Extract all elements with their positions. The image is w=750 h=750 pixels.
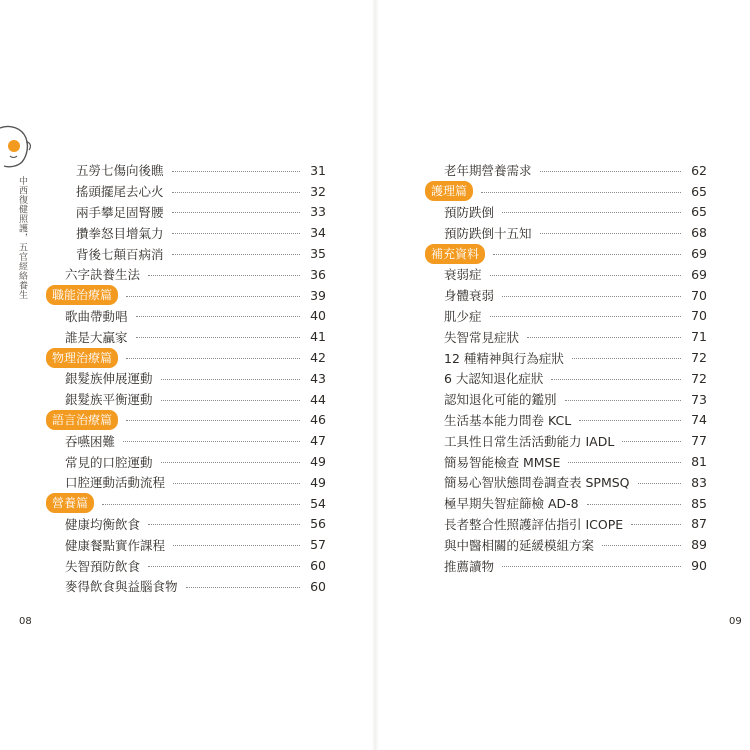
toc-entry-row [425, 264, 707, 285]
toc-page-number: 46 [310, 412, 326, 428]
toc-page-number: 35 [310, 246, 326, 262]
dot-leader [568, 462, 681, 463]
toc-entry-row [425, 493, 707, 514]
toc-entry-title: 健康均衡飲食 [65, 516, 141, 532]
toc-page-number: 40 [310, 308, 326, 324]
toc-page-number: 65 [691, 204, 707, 220]
toc-entry-row [425, 534, 707, 555]
toc-page-number: 49 [310, 454, 326, 470]
toc-entry-row [425, 202, 707, 223]
toc-category-label: 護理篇 [425, 181, 473, 201]
toc-page-number: 85 [691, 495, 707, 511]
toc-page-number: 60 [310, 558, 326, 574]
toc-page-number: 70 [691, 287, 707, 303]
toc-page-number: 72 [691, 370, 707, 386]
toc-entry-row [425, 306, 707, 327]
dot-leader [172, 233, 300, 234]
dot-leader [540, 171, 681, 172]
dot-leader [102, 504, 300, 505]
dot-leader [172, 192, 300, 193]
toc-page-number: 56 [310, 516, 326, 532]
page-number-left: 08 [19, 616, 32, 627]
toc-page-number: 72 [691, 350, 707, 366]
toc-page-number: 69 [691, 266, 707, 282]
dot-leader [587, 504, 681, 505]
toc-entry-title: 與中醫相關的延緩模組方案 [444, 537, 595, 553]
toc-entry-row [46, 243, 326, 264]
dot-leader [572, 358, 681, 359]
toc-entry-title: 預防跌倒 [444, 204, 495, 220]
toc-page-number: 73 [691, 391, 707, 407]
dot-leader [502, 296, 681, 297]
dot-leader [527, 337, 681, 338]
toc-page-number: 69 [691, 246, 707, 262]
toc-entry-row [46, 389, 326, 410]
toc-entry-title: 歌曲帶動唱 [65, 308, 128, 324]
dot-leader [490, 275, 681, 276]
toc-entry-row [425, 472, 707, 493]
toc-entry-title: 口腔運動活動流程 [65, 475, 166, 491]
toc-category-label: 語言治療篇 [46, 410, 118, 430]
toc-page-number: 39 [310, 287, 326, 303]
toc-entry-title: 五勞七傷向後瞧 [76, 163, 164, 179]
toc-entry-row [425, 160, 707, 181]
toc-right-column [425, 160, 707, 576]
toc-entry-title: 工具性日常生活活動能力 IADL [444, 433, 615, 449]
toc-entry-row [46, 264, 326, 285]
toc-entry-row [46, 514, 326, 535]
toc-entry-title: 肌少症 [444, 308, 482, 324]
toc-entry-row [425, 451, 707, 472]
dot-leader [161, 400, 300, 401]
toc-page-number: 62 [691, 162, 707, 178]
dot-leader [186, 587, 300, 588]
dot-leader [502, 212, 681, 213]
toc-category-row [46, 410, 326, 431]
toc-entry-row [425, 326, 707, 347]
toc-entry-title: 老年期營養需求 [444, 163, 532, 179]
face-outline-icon [0, 120, 40, 180]
toc-category-row [46, 285, 326, 306]
dot-leader [565, 400, 681, 401]
toc-entry-title: 預防跌倒十五知 [444, 225, 532, 241]
toc-entry-row [46, 555, 326, 576]
toc-entry-title: 12 種精神與行為症狀 [444, 350, 564, 366]
toc-entry-title: 身體衰弱 [444, 288, 495, 304]
toc-category-row [425, 243, 707, 264]
dot-leader [490, 316, 681, 317]
toc-entry-row [425, 514, 707, 535]
dot-leader [136, 316, 300, 317]
toc-entry-title: 兩手攀足固腎腰 [76, 204, 164, 220]
dot-leader [602, 545, 681, 546]
toc-page-number: 71 [691, 329, 707, 345]
toc-entry-title: 簡易心智狀態問卷調查表 SPMSQ [444, 475, 630, 491]
toc-entry-row [425, 410, 707, 431]
toc-entry-row [46, 181, 326, 202]
dot-leader [173, 483, 300, 484]
toc-entry-row [46, 222, 326, 243]
toc-entry-title: 簡易智能檢查 MMSE [444, 454, 561, 470]
toc-entry-title: 背後七顛百病消 [76, 246, 164, 262]
toc-entry-row [46, 368, 326, 389]
toc-page-number: 90 [691, 558, 707, 574]
toc-page-number: 32 [310, 183, 326, 199]
toc-page-number: 68 [691, 225, 707, 241]
dot-leader [172, 212, 300, 213]
toc-entry-title: 銀髮族伸展運動 [65, 371, 153, 387]
dot-leader [123, 441, 300, 442]
toc-entry-row [425, 368, 707, 389]
toc-page-number: 41 [310, 329, 326, 345]
toc-entry-row [425, 222, 707, 243]
dot-leader [161, 462, 300, 463]
toc-entry-row [46, 160, 326, 181]
toc-entry-row [46, 202, 326, 223]
toc-page-number: 70 [691, 308, 707, 324]
toc-entry-title: 衰弱症 [444, 267, 482, 283]
toc-entry-title: 攢拳怒目增氣力 [76, 225, 164, 241]
dot-leader [579, 420, 681, 421]
toc-entry-title: 推薦讀物 [444, 558, 495, 574]
toc-category-label: 職能治療篇 [46, 285, 118, 305]
toc-page-number: 47 [310, 433, 326, 449]
toc-page-number: 74 [691, 412, 707, 428]
toc-entry-row [425, 285, 707, 306]
toc-page-number: 89 [691, 537, 707, 553]
toc-page-number: 87 [691, 516, 707, 532]
toc-page-number: 77 [691, 433, 707, 449]
dot-leader [622, 441, 681, 442]
toc-entry-row [425, 555, 707, 576]
toc-entry-title: 長者整合性照護評估指引 ICOPE [444, 516, 624, 532]
dot-leader [172, 254, 300, 255]
toc-entry-row [46, 534, 326, 555]
dot-leader [540, 233, 681, 234]
toc-entry-row [425, 430, 707, 451]
toc-entry-row [46, 326, 326, 347]
toc-entry-row [46, 430, 326, 451]
toc-page-number: 34 [310, 225, 326, 241]
sidebar-vertical-title: 中西復健照護，五官經絡養生 [17, 176, 27, 300]
dot-leader [551, 379, 681, 380]
toc-entry-title: 搖頭擺尾去心火 [76, 184, 164, 200]
dot-leader [148, 566, 300, 567]
toc-entry-title: 認知退化可能的鑑別 [444, 392, 557, 408]
toc-entry-row [46, 306, 326, 327]
dot-leader [631, 524, 681, 525]
toc-entry-row [46, 576, 326, 597]
dot-leader [173, 545, 300, 546]
toc-entry-row [46, 472, 326, 493]
toc-entry-row [46, 451, 326, 472]
toc-entry-title: 吞嚥困難 [65, 433, 116, 449]
toc-page-number: 65 [691, 183, 707, 199]
toc-entry-title: 麥得飲食與益腦食物 [65, 579, 178, 595]
toc-entry-title: 六字訣養生法 [65, 267, 141, 283]
dot-leader [161, 379, 300, 380]
toc-page-number: 54 [310, 495, 326, 511]
page-number-right: 09 [729, 616, 742, 627]
dot-leader [126, 296, 300, 297]
toc-page-number: 44 [310, 391, 326, 407]
toc-page-number: 60 [310, 578, 326, 594]
toc-page-number: 81 [691, 454, 707, 470]
dot-leader [493, 254, 681, 255]
toc-entry-title: 6 大認知退化症狀 [444, 371, 544, 387]
dot-leader [172, 171, 300, 172]
toc-category-row [425, 181, 707, 202]
toc-entry-title: 誰是大贏家 [65, 329, 128, 345]
toc-page-number: 42 [310, 350, 326, 366]
toc-page-number: 43 [310, 370, 326, 386]
toc-category-row [46, 347, 326, 368]
toc-page-number: 36 [310, 266, 326, 282]
toc-page-number: 49 [310, 474, 326, 490]
toc-entry-title: 極早期失智症篩檢 AD-8 [444, 496, 579, 512]
dot-leader [148, 524, 300, 525]
toc-entry-row [425, 347, 707, 368]
toc-entry-title: 失智常見症狀 [444, 329, 520, 345]
dot-leader [136, 337, 300, 338]
dot-leader [638, 483, 681, 484]
toc-entry-title: 健康餐點實作課程 [65, 537, 166, 553]
toc-entry-row [425, 389, 707, 410]
toc-category-label: 補充資料 [425, 244, 485, 264]
toc-entry-title: 常見的口腔運動 [65, 454, 153, 470]
toc-category-label: 物理治療篇 [46, 348, 118, 368]
dot-leader [148, 275, 300, 276]
dot-leader [126, 420, 300, 421]
toc-page-number: 31 [310, 162, 326, 178]
dot-leader [502, 566, 681, 567]
toc-entry-title: 銀髮族平衡運動 [65, 392, 153, 408]
toc-page-number: 57 [310, 537, 326, 553]
toc-left-column [46, 160, 326, 597]
dot-leader [126, 358, 300, 359]
toc-category-label: 營養篇 [46, 493, 94, 513]
toc-page-number: 33 [310, 204, 326, 220]
dot-leader [481, 192, 681, 193]
toc-entry-title: 失智預防飲食 [65, 558, 141, 574]
toc-category-row [46, 493, 326, 514]
toc-entry-title: 生活基本能力問卷 KCL [444, 412, 572, 428]
toc-page-number: 83 [691, 474, 707, 490]
